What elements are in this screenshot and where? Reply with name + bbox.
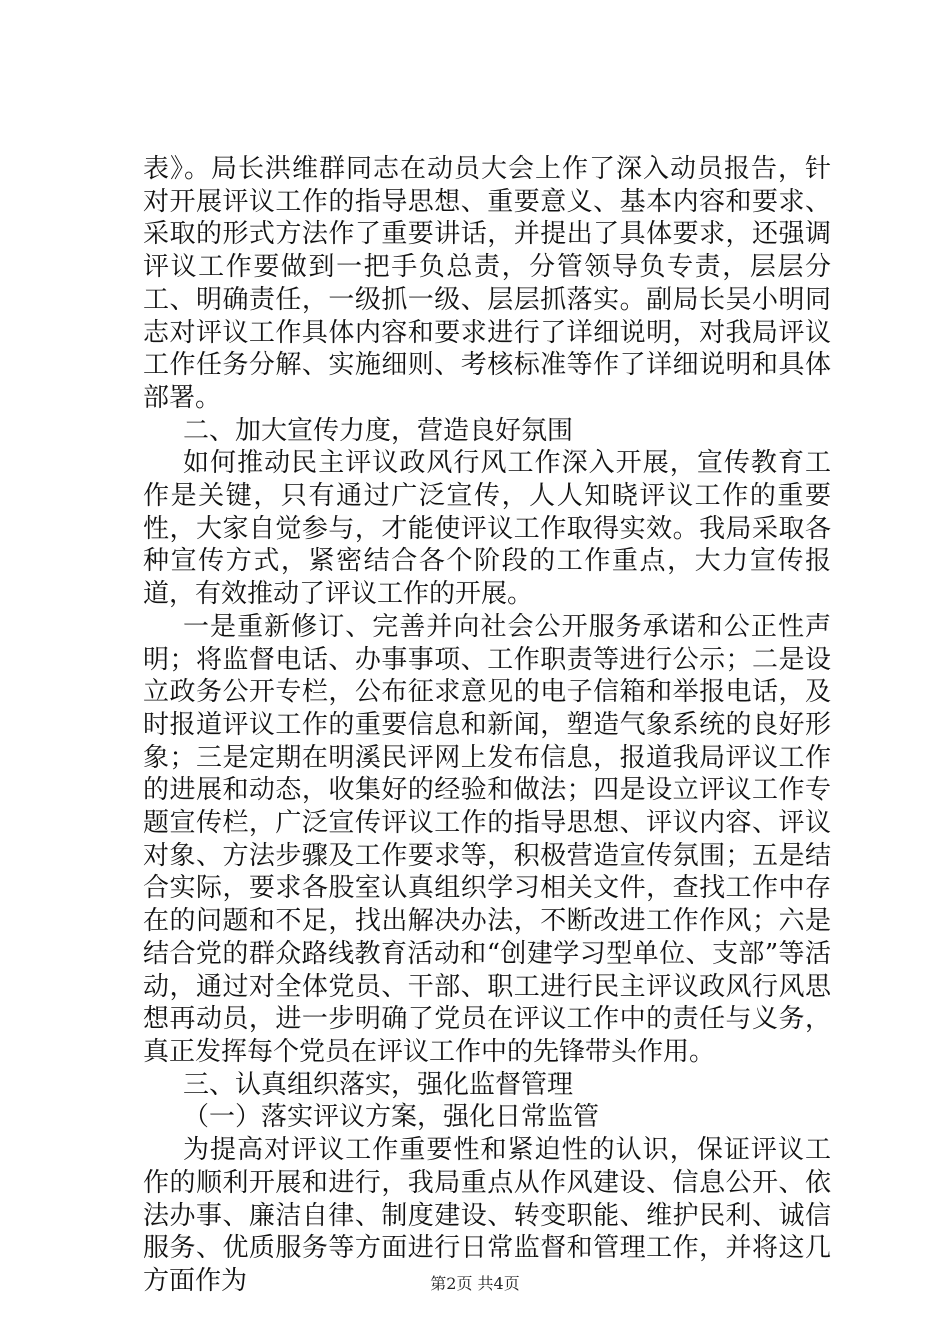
subsection-heading-1: （一）落实评议方案，强化日常监管 (183, 1102, 600, 1133)
page-number-footer: 第2页 共4页 (430, 1274, 520, 1293)
section-heading-3: 三、认真组织落实，强化监督管理 (183, 1069, 574, 1100)
paragraph-continuation: 表》。局长洪维群同志在动员大会上作了深入动员报告，针对开展评议工作的指导思想、重要意义、基本内容和要求、采取的形式方法作了重要讲话，并提出了具体要求，还强调评议工作要做到一把手负总责，分管领导负专责，层层分工、明确责任，一级抓一级、层层抓落实。副局长吴小明同志对评议工作具体内容和要求进行了详细说明，对我局评议工作任务分解、实施细则、考核标准等作了详细说明和具体部署。 (143, 154, 831, 413)
section-heading-2: 二、加大宣传力度，营造良好氛围 (183, 415, 574, 446)
paragraph-publicity-measures: 一是重新修订、完善并向社会公开服务承诺和公正性声明；将监督电话、办事事项、工作职责等进行公示；二是设立政务公开专栏，公布征求意见的电子信箱和举报电话，及时报道评议工作的重要信息和新闻，塑造气象系统的良好形象；三是定期在明溪民评网上发布信息，报道我局评议工作的进展和动态，收集好的经验和做法；四是设立评议工作专题宣传栏，广泛宣传评议工作的指导思想、评议内容、评议对象、方法步骤及工作要求等，积极营造宣传氛围；五是结合实际，要求各股室认真组织学习相关文件，查找工作中存在的问题和不足，找出解决办法，不断改进工作作风；六是结合党的群众路线教育活动和“创建学习型单位、支部”等活动，通过对全体党员、干部、职工进行民主评议政风行风思想再动员，进一步明确了党员在评议工作中的责任与义务，真正发挥每个党员在评议工作中的先锋带头作用。 (143, 611, 831, 1067)
paragraph-publicity-intro: 如何推动民主评议政风行风工作深入开展，宣传教育工作是关键，只有通过广泛宣传，人人知晓评议工作的重要性，大家自觉参与，才能使评议工作取得实效。我局采取各种宣传方式，紧密结合各个阶段的工作重点，大力宣传报道，有效推动了评议工作的开展。 (143, 448, 831, 610)
document-body (143, 153, 831, 1298)
paragraph-supervision: 为提高对评议工作重要性和紧迫性的认识，保证评议工作的顺利开展和进行，我局重点从作风建设、信息公开、依法办事、廉洁自律、制度建设、转变职能、维护民利、诚信服务、优质服务等方面进行日常监督和管理工作，并将这几方面作为 (143, 1135, 831, 1296)
